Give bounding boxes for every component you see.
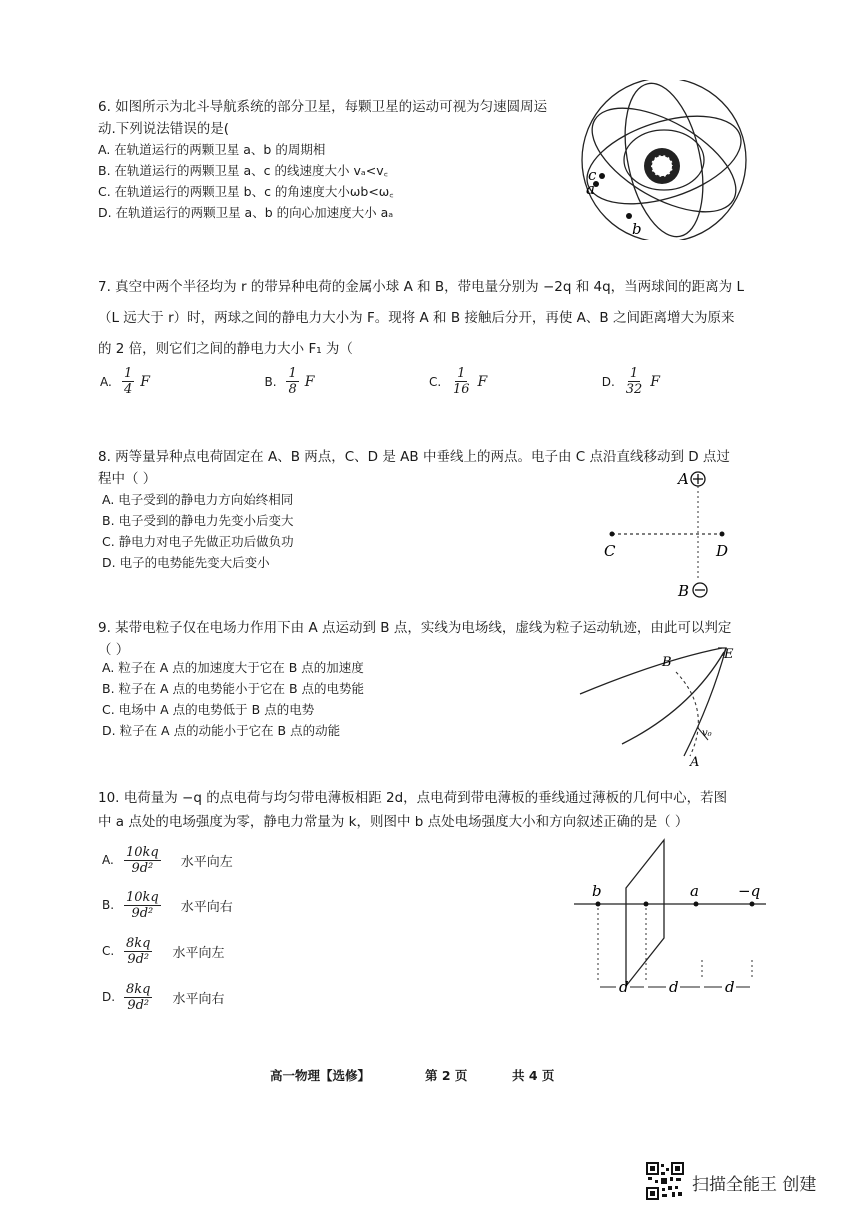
point-c — [610, 532, 615, 537]
direction: 水平向左 — [172, 945, 225, 961]
satellite-b-dot — [626, 213, 632, 219]
q6-stem-line1: 6. 如图所示为北斗导航系统的部分卫星，每颗卫星的运动可视为匀速圆周运 — [98, 99, 548, 115]
denominator: 9d² — [131, 905, 154, 921]
direction: 水平向左 — [180, 854, 233, 870]
numerator: 1 — [288, 366, 297, 381]
point-charge — [750, 902, 755, 907]
fraction — [124, 845, 161, 876]
label-a: a — [690, 882, 699, 900]
label-a: A — [678, 470, 689, 488]
q9-option-c: C. 电场中 A 点的电势低于 B 点的电势 — [102, 702, 315, 717]
q10-option-label: B. — [102, 898, 115, 912]
fraction — [124, 890, 161, 921]
q8-option-a: A. 电子受到的静电力方向始终相同 — [102, 492, 294, 507]
denominator: 9d² — [127, 997, 150, 1013]
q6-option-c: C. 在轨道运行的两颗卫星 b、c 的角速度大小ωb<ω꜀ — [98, 184, 394, 199]
denominator: 32 — [625, 382, 643, 397]
q7-option-a — [100, 366, 150, 397]
footer-total: 共 4 页 — [512, 1068, 555, 1083]
q7-stem-line1: 7. 真空中两个半径均为 r 的带异种电荷的金属小球 A 和 B，带电量分别为 −2q 和 4q，当两球间的距离为 L — [98, 279, 744, 295]
q9-option-b: B. 粒子在 A 点的电势能小于它在 B 点的电势能 — [102, 681, 365, 696]
denominator: 9d² — [131, 860, 154, 876]
q10-option-d — [102, 974, 402, 1020]
denominator: 4 — [124, 382, 133, 397]
label-d: D — [716, 542, 729, 560]
label-b: B — [662, 655, 672, 670]
q7-stem — [98, 272, 778, 365]
numerator: 8kq — [126, 981, 151, 997]
label-c: c — [588, 166, 597, 184]
q6-options — [98, 139, 578, 223]
label-a: A — [690, 755, 700, 770]
q7-stem-line3: 的 2 倍，则它们之间的静电力大小 F₁ 为（ — [98, 341, 353, 357]
q8-option-d: D. 电子的电势能先变大后变小 — [102, 555, 270, 570]
fraction — [124, 936, 152, 967]
q10-options — [102, 838, 402, 1020]
label-d-3: d — [725, 978, 735, 996]
label-e: E — [724, 647, 734, 662]
q10-option-label: C. — [102, 944, 115, 958]
q8-charge-diagram — [596, 466, 746, 606]
q10-option-b — [102, 882, 402, 928]
denominator: 16 — [452, 382, 470, 397]
q10-stem-line1: 10. 电荷量为 −q 的点电荷与均匀带电薄板相距 2d，点电荷到带电薄板的垂线通过薄板的几何中心，若图 — [98, 790, 728, 806]
q10-option-label: A. — [102, 853, 114, 867]
direction: 水平向右 — [180, 899, 233, 915]
numerator: 10kq — [126, 844, 159, 860]
field-line-1 — [580, 648, 722, 694]
q9-options — [102, 657, 562, 741]
q7-stem-line2: （L 远大于 r）时，两球之间的静电力大小为 F。现将 A 和 B 接触后分开，再使 A、B 之间距离增大为原来 — [98, 310, 735, 326]
direction: 水平向右 — [172, 991, 225, 1007]
fraction — [451, 366, 472, 397]
q6-satellite-diagram — [574, 80, 754, 240]
earth-core — [651, 155, 673, 177]
q9-field-diagram — [572, 640, 752, 770]
q8-option-c: C. 静电力对电子先做正功后做负功 — [102, 534, 294, 549]
q10-option-c — [102, 928, 402, 974]
label-d-1: d — [619, 978, 629, 996]
q8-options — [102, 489, 502, 573]
q6-option-b: B. 在轨道运行的两颗卫星 a、c 的线速度大小 vₐ<v꜀ — [98, 163, 388, 178]
q10-option-a — [102, 838, 402, 882]
point-b — [596, 902, 601, 907]
q6-option-d: D. 在轨道运行的两颗卫星 a、b 的向心加速度大小 aₐ — [98, 205, 394, 220]
fraction — [624, 366, 645, 397]
label-d-2: d — [669, 978, 679, 996]
force-symbol: F — [304, 373, 315, 390]
q7-option-label: D. — [601, 374, 615, 389]
point-a — [694, 902, 699, 907]
force-symbol: F — [140, 373, 150, 390]
q7-option-label: B. — [264, 374, 277, 389]
q8-option-b: B. 电子受到的静电力先变小后变大 — [102, 513, 294, 528]
force-symbol: F — [477, 373, 488, 390]
fraction — [124, 982, 152, 1013]
force-symbol: F — [650, 373, 660, 390]
numerator: 1 — [629, 366, 639, 381]
footer-page: 第 2 页 — [425, 1068, 468, 1083]
denominator: 8 — [288, 382, 297, 397]
label-b: b — [592, 882, 602, 900]
field-line-3 — [684, 648, 726, 756]
q10-stem-line2: 中 a 点处的电场强度为零，静电力常量为 k，则图中 b 点处电场强度大小和方向叙述正确的是（ ） — [98, 814, 689, 830]
label-a: a — [586, 180, 595, 198]
satellite-c-dot — [599, 173, 605, 179]
q9-stem-line2: （ ） — [98, 642, 130, 658]
numerator: 10kq — [126, 889, 159, 905]
q7-option-d — [602, 366, 660, 397]
fraction — [286, 366, 298, 397]
q6-option-a: A. 在轨道运行的两颗卫星 a、b 的周期相 — [98, 142, 326, 157]
footer-subject: 高一物理【选修】 — [270, 1068, 371, 1083]
charged-plate — [626, 840, 664, 986]
label-v0: v₀ — [702, 728, 712, 739]
plate-center — [644, 902, 649, 907]
q7-option-b — [264, 366, 314, 397]
q7-options — [100, 366, 660, 397]
q8-stem-line2: 程中（ ） — [98, 471, 157, 487]
scanner-brand-label: 扫描全能王 创建 — [692, 1175, 817, 1195]
q10-option-label: D. — [102, 990, 116, 1004]
q7-option-c — [429, 366, 487, 397]
q7-option-label: C. — [428, 374, 442, 389]
q10-stem — [98, 786, 788, 834]
fraction — [122, 366, 134, 397]
q10-plate-diagram — [572, 834, 772, 1004]
q6-stem-line2: 动.下列说法错误的是( — [98, 121, 230, 137]
label-b: B — [678, 582, 690, 600]
q9-option-a: A. 粒子在 A 点的加速度大于它在 B 点的加速度 — [102, 660, 364, 675]
numerator: 1 — [457, 366, 466, 381]
label-c: C — [604, 542, 616, 560]
q9-stem-line1: 9. 某带电粒子仅在电场力作用下由 A 点运动到 B 点，实线为电场线，虚线为粒子运动轨迹，由此可以判定 — [98, 620, 732, 636]
q6-stem — [98, 96, 598, 140]
trajectory — [676, 672, 698, 756]
label-b: b — [632, 220, 642, 238]
label-neg-q: −q — [738, 882, 761, 900]
qr-code-icon — [646, 1162, 684, 1200]
denominator: 9d² — [127, 951, 150, 967]
point-d — [720, 532, 725, 537]
numerator: 8kq — [126, 935, 151, 951]
q8-stem-line1: 8. 两等量异种点电荷固定在 A、B 两点，C、D 是 AB 中垂线上的两点。电子由 C 点沿直线移动到 D 点过 — [98, 449, 730, 465]
q9-option-d: D. 粒子在 A 点的动能小于它在 B 点的动能 — [102, 723, 341, 738]
q7-option-label: A. — [100, 374, 112, 389]
numerator: 1 — [124, 366, 133, 381]
